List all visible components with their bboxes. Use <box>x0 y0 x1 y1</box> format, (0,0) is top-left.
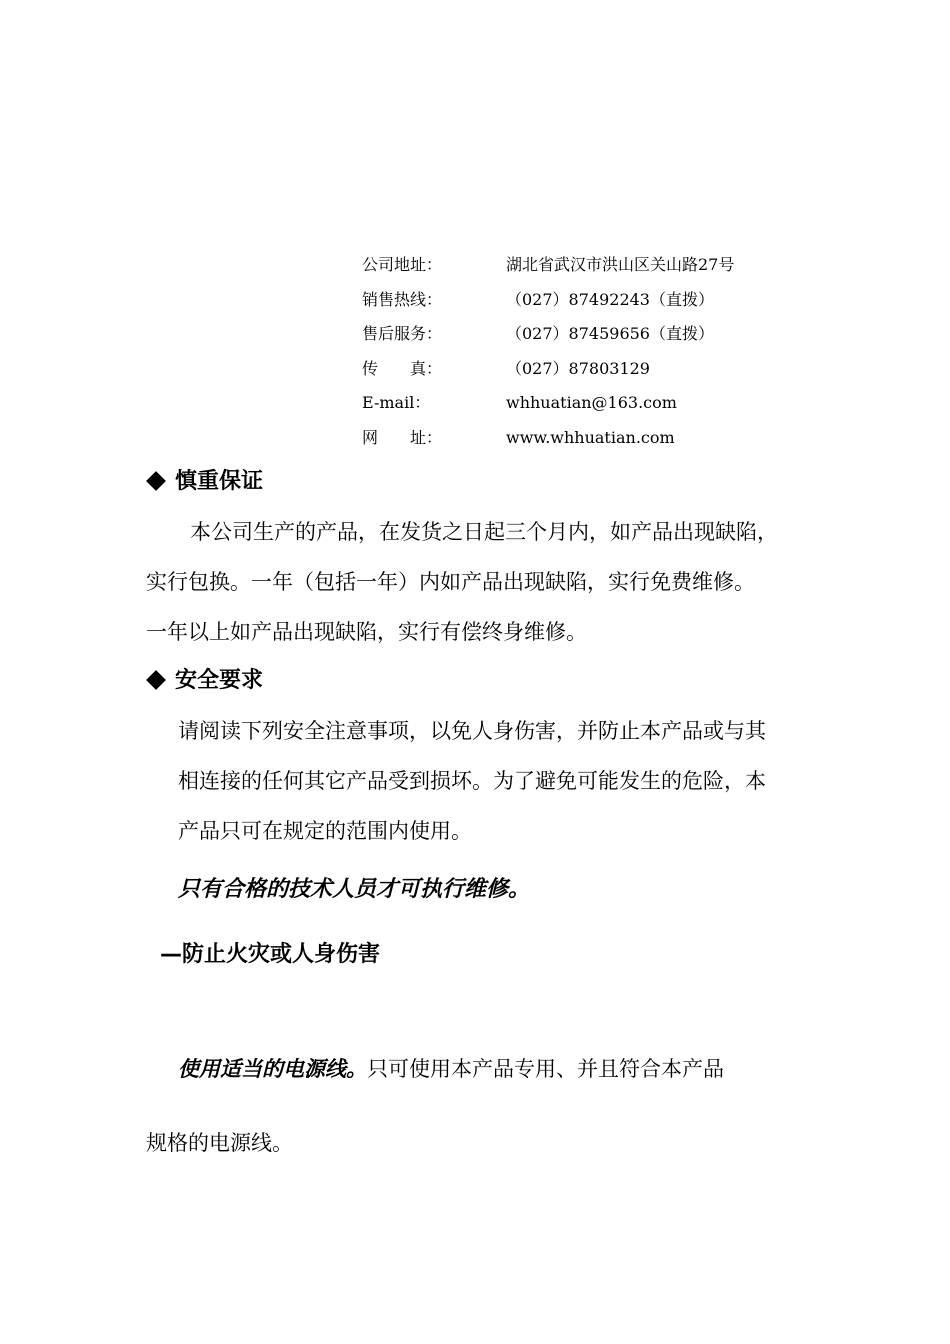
power-cord-rest: 只可使用本产品专用、并且符合本产品 <box>367 1057 724 1081</box>
diamond-bullet-icon <box>146 670 166 690</box>
power-cord-line-1 <box>178 1054 724 1084</box>
qualified-technician-note: 只有合格的技术人员才可执行维修。 <box>178 877 531 902</box>
safety-line-1: 请阅读下列安全注意事项，以免人身伤害，并防止本产品或与其 <box>178 719 766 743</box>
contact-label: 公司地址： <box>362 255 443 274</box>
contact-row-email <box>362 386 842 421</box>
warranty-line-2: 实行包换。一年（包括一年）内如产品出现缺陷，实行免费维修。 <box>146 570 755 594</box>
contact-label: 网 址： <box>362 427 443 447</box>
contact-value: （027）87492243（直拨） <box>506 289 714 309</box>
contact-info <box>362 248 842 456</box>
warranty-heading <box>146 467 263 497</box>
contact-label: 销售热线： <box>362 289 443 309</box>
contact-label: 售后服务： <box>362 324 443 344</box>
contact-label: E-mail： <box>362 393 431 413</box>
contact-row-website <box>362 421 842 456</box>
contact-row-after-sales <box>362 317 842 352</box>
fire-injury-subheading: —防止火灾或人身伤害 <box>160 942 381 967</box>
contact-value: 湖北省武汉市洪山区关山路27号 <box>506 255 735 274</box>
safety-line-3: 产品只可在规定的范围内使用。 <box>178 819 472 843</box>
contact-value: whhuatian@163.com <box>506 393 677 413</box>
warranty-line-1: 本公司生产的产品，在发货之日起三个月内，如产品出现缺陷， <box>190 520 778 544</box>
safety-heading <box>146 666 263 696</box>
contact-value: （027）87803129 <box>506 358 650 378</box>
power-cord-lead: 使用适当的电源线。 <box>178 1057 367 1081</box>
contact-value: （027）87459656（直拨） <box>506 324 714 344</box>
warranty-line-3: 一年以上如产品出现缺陷，实行有偿终身维修。 <box>146 620 587 644</box>
safety-title: 安全要求 <box>175 668 264 693</box>
contact-row-fax <box>362 352 842 387</box>
contact-label: 传 真： <box>362 358 443 378</box>
safety-line-2: 相连接的任何其它产品受到损坏。为了避免可能发生的危险，本 <box>178 769 766 793</box>
power-cord-line-2: 规格的电源线。 <box>146 1131 293 1155</box>
contact-value: www.whhuatian.com <box>506 427 675 447</box>
diamond-bullet-icon <box>146 471 166 491</box>
contact-row-sales-hotline <box>362 283 842 318</box>
warranty-title: 慎重保证 <box>175 469 264 494</box>
contact-row-address <box>362 248 842 283</box>
